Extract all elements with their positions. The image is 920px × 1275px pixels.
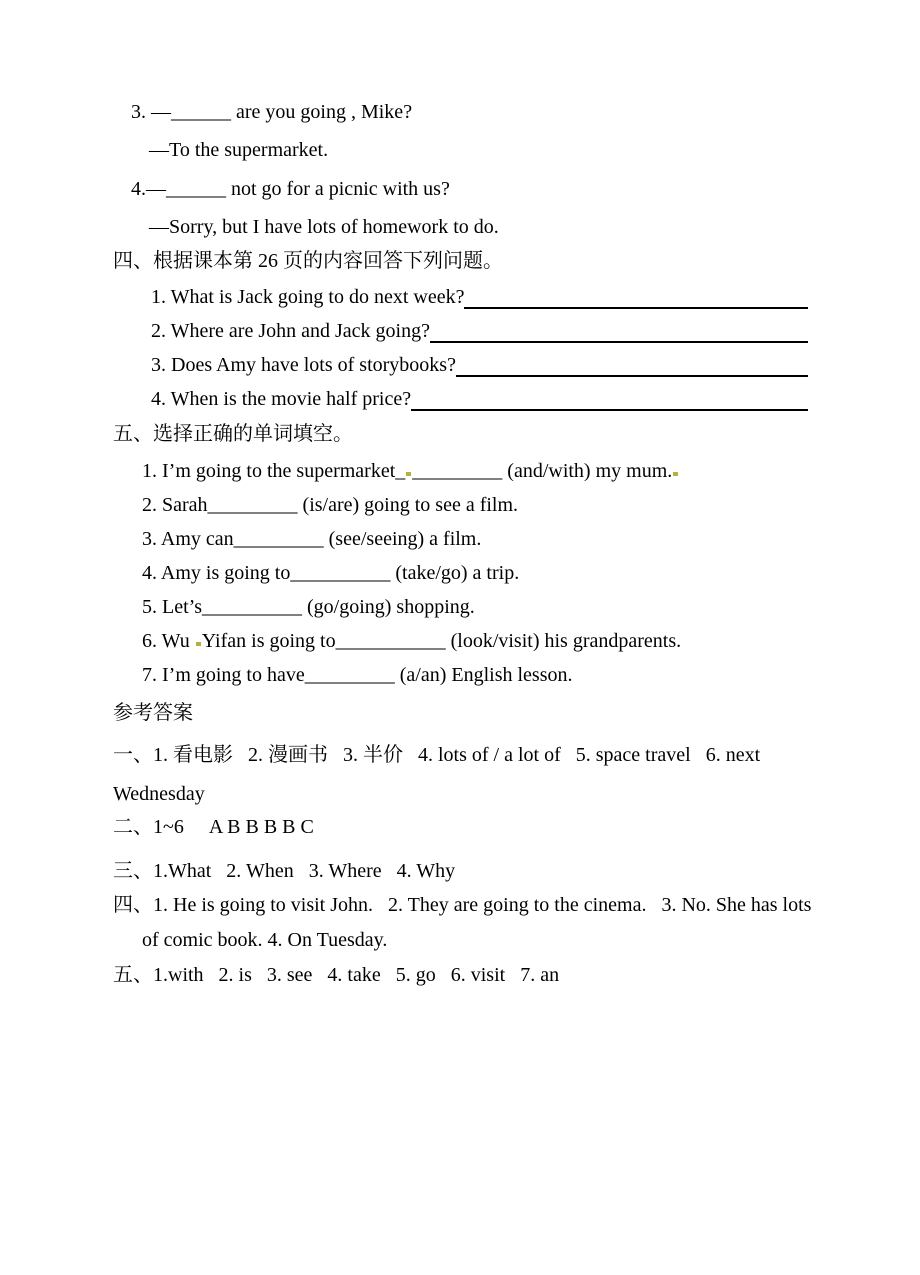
fill-item-5: 5. Let’s__________ (go/going) shopping. — [142, 596, 475, 618]
section-four-question-2-text: 2. Where are John and Jack going? — [151, 320, 430, 342]
fill-item-6-post: Yifan is going to___________ (look/visit) his grandparents. — [201, 630, 682, 652]
fill-item-6 — [142, 628, 681, 654]
section-four-question-1-text: 1. What is Jack going to do next week? — [151, 286, 465, 308]
section-four-question-2 — [151, 318, 808, 344]
fill-item-3: 3. Amy can_________ (see/seeing) a film. — [142, 528, 482, 550]
answer-key-title: 参考答案 — [113, 702, 193, 724]
section-four-heading: 四、根据课本第 26 页的内容回答下列问题。 — [113, 250, 503, 272]
fill-item-4: 4. Amy is going to__________ (take/go) a trip. — [142, 562, 520, 584]
dialogue-answer-4: —Sorry, but I have lots of homework to do. — [149, 216, 499, 238]
answer-blank-line — [456, 352, 808, 377]
section-four-question-4-text: 4. When is the movie half price? — [151, 388, 412, 410]
answer-blank-line — [464, 284, 808, 309]
answer-line-one: 一、1. 看电影 2. 漫画书 3. 半价 4. lots of / a lot of 5. space travel 6. next — [113, 744, 761, 766]
answer-line-five: 五、1.with 2. is 3. see 4. take 5. go 6. visit 7. an — [113, 964, 560, 986]
section-four-question-1 — [151, 284, 808, 310]
fill-item-1-post: _________ (and/with) my mum. — [412, 460, 673, 482]
stray-mark-dot — [406, 472, 411, 476]
answer-line-two: 二、1~6 A B B B B C — [113, 816, 314, 838]
answer-blank-line — [430, 318, 808, 343]
stray-mark-dot — [673, 472, 678, 476]
stray-mark-dot — [196, 642, 201, 646]
answer-line-three: 三、1.What 2. When 3. Where 4. Why — [113, 860, 456, 882]
fill-item-6-pre: 6. Wu — [142, 630, 195, 652]
answer-line-four-continuation: of comic book. 4. On Tuesday. — [142, 929, 388, 951]
dialogue-question-3: 3. —______ are you going , Mike? — [131, 101, 413, 123]
fill-item-1 — [142, 458, 679, 484]
section-four-question-4 — [151, 386, 808, 412]
dialogue-question-4: 4.—______ not go for a picnic with us? — [131, 178, 450, 200]
dialogue-answer-3: —To the supermarket. — [149, 139, 329, 161]
answer-line-four: 四、1. He is going to visit John. 2. They are going to the cinema. 3. No. She has lots — [113, 894, 812, 916]
section-four-question-3-text: 3. Does Amy have lots of storybooks? — [151, 354, 456, 376]
section-four-question-3 — [151, 352, 808, 378]
section-five-heading: 五、选择正确的单词填空。 — [113, 423, 353, 445]
fill-item-1-pre: 1. I’m going to the supermarket_ — [142, 460, 406, 482]
fill-item-7: 7. I’m going to have_________ (a/an) English lesson. — [142, 664, 573, 686]
fill-item-2: 2. Sarah_________ (is/are) going to see a film. — [142, 494, 519, 516]
answer-blank-line — [411, 386, 808, 411]
answer-line-one-continuation: Wednesday — [113, 783, 205, 805]
